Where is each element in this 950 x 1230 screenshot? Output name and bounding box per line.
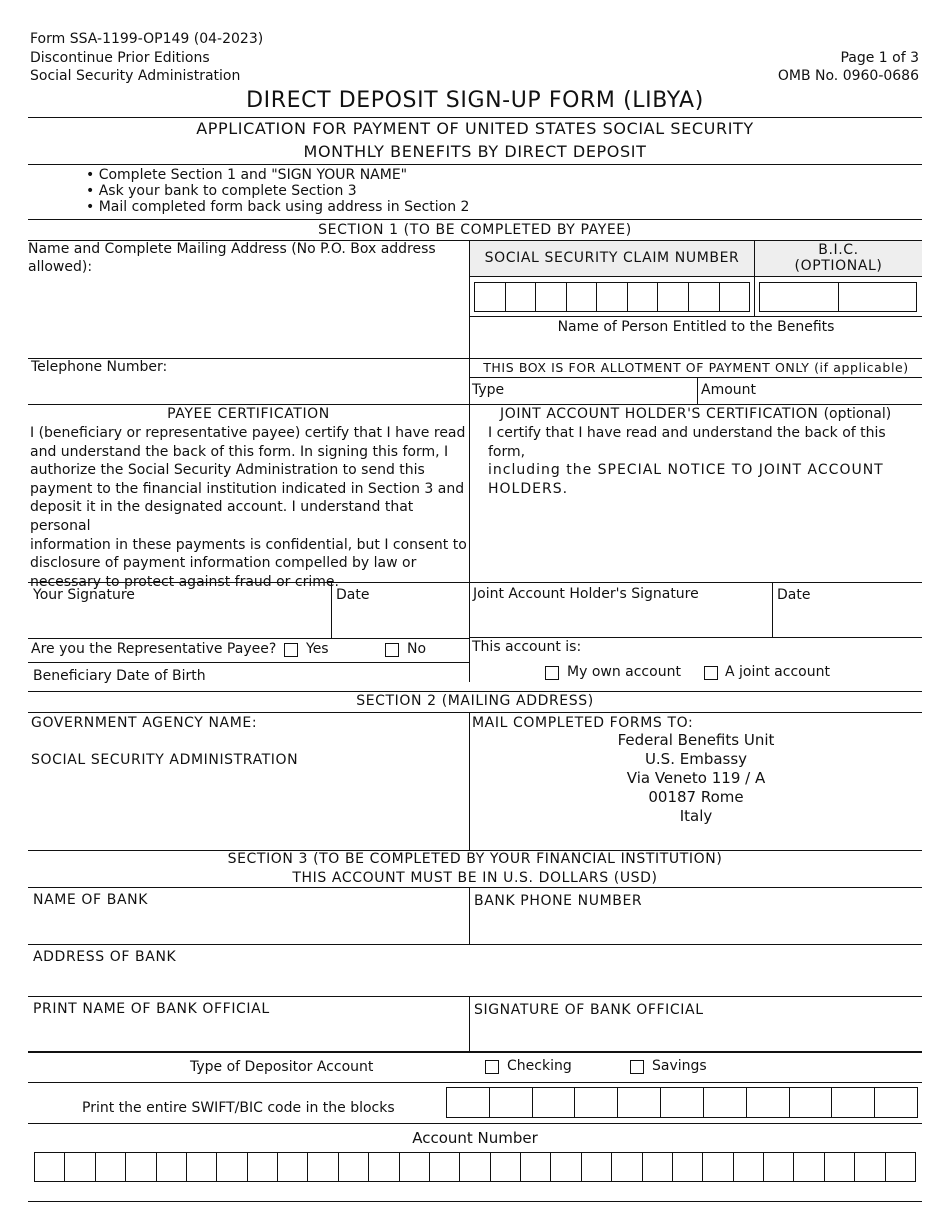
- yes-label: Yes: [306, 641, 329, 657]
- divider: [28, 887, 922, 888]
- your-signature-field[interactable]: [30, 606, 328, 636]
- telephone-label: Telephone Number:: [31, 359, 168, 375]
- joint-cert-line: HOLDERS.: [488, 480, 569, 497]
- section1-heading: SECTION 1 (TO BE COMPLETED BY PAYEE): [318, 222, 632, 238]
- name-address-label-cont: allowed):: [28, 259, 93, 275]
- telephone-field[interactable]: [160, 360, 465, 400]
- agency-name: Social Security Administration: [30, 68, 241, 84]
- savings-checkbox[interactable]: [630, 1060, 644, 1074]
- page-number: Page 1 of 3: [840, 50, 919, 66]
- own-account-label: My own account: [567, 664, 681, 680]
- bank-phone-label: BANK PHONE NUMBER: [474, 893, 643, 909]
- page-title: DIRECT DEPOSIT SIGN-UP FORM (LIBYA): [246, 88, 704, 113]
- rep-payee-yes-checkbox[interactable]: [284, 643, 298, 657]
- section2-heading: SECTION 2 (MAILING ADDRESS): [356, 693, 594, 709]
- account-number-label: Account Number: [412, 1129, 538, 1147]
- gov-agency-value: SOCIAL SECURITY ADMINISTRATION: [31, 752, 299, 768]
- rep-payee-question: Are you the Representative Payee?: [31, 641, 277, 657]
- divider: [28, 712, 922, 713]
- signature-official-label: SIGNATURE OF BANK OFFICIAL: [474, 1002, 704, 1018]
- your-signature-label: Your Signature: [33, 587, 135, 603]
- joint-signature-label: Joint Account Holder's Signature: [473, 586, 699, 602]
- divider: [28, 944, 922, 945]
- instruction-item: • Mail completed form back using address in Section 2: [86, 199, 470, 215]
- column-divider: [469, 996, 470, 1052]
- mailing-address: [470, 731, 922, 826]
- date-label: Date: [336, 587, 370, 603]
- column-divider: [772, 582, 773, 637]
- own-account-checkbox[interactable]: [545, 666, 559, 680]
- joint-cert-heading: [500, 406, 891, 423]
- payee-cert-heading: PAYEE CERTIFICATION: [167, 406, 330, 422]
- address-line: Italy: [679, 807, 713, 825]
- discontinue-note: Discontinue Prior Editions: [30, 50, 210, 66]
- joint-cert-line: including the SPECIAL NOTICE TO JOINT ACCOUNT: [488, 462, 884, 479]
- checking-label: Checking: [507, 1058, 572, 1074]
- bic-blocks[interactable]: [759, 282, 917, 312]
- divider: [28, 1082, 922, 1083]
- joint-date-label: Date: [777, 587, 811, 603]
- address-line: Federal Benefits Unit: [617, 731, 775, 749]
- signature-official-field[interactable]: [472, 1018, 920, 1050]
- swift-bic-blocks[interactable]: [446, 1087, 918, 1118]
- bic-label: B.I.C.: [818, 242, 859, 258]
- joint-cert-line: I certify that I have read and understand the back of this form,: [488, 425, 886, 460]
- payee-cert-line: payment to the financial institution indicated in Section 3 and: [30, 480, 465, 497]
- divider: [28, 1051, 922, 1053]
- divider: [28, 219, 922, 220]
- payee-cert-line: necessary to protect against fraud or crime.: [30, 573, 339, 590]
- mail-to-label: MAIL COMPLETED FORMS TO:: [472, 715, 694, 731]
- amount-field[interactable]: [760, 379, 920, 403]
- allotment-label: THIS BOX IS FOR ALLOTMENT OF PAYMENT ONLY (if applicable): [483, 360, 909, 375]
- type-label: Type: [472, 382, 505, 398]
- swift-label: Print the entire SWIFT/BIC code in the blocks: [82, 1100, 395, 1116]
- payee-cert-text: [30, 424, 468, 591]
- savings-label: Savings: [652, 1058, 707, 1074]
- depositor-type-label: Type of Depositor Account: [190, 1059, 374, 1075]
- column-divider: [469, 887, 470, 944]
- payee-cert-line: disclosure of payment information compelled by law or: [30, 555, 417, 572]
- joint-cert-title: JOINT ACCOUNT HOLDER'S CERTIFICATION: [500, 406, 819, 422]
- instruction-item: • Ask your bank to complete Section 3: [86, 183, 357, 199]
- address-line: U.S. Embassy: [644, 750, 748, 768]
- gov-agency-label: GOVERNMENT AGENCY NAME:: [31, 715, 258, 731]
- joint-cert-text: [488, 424, 918, 498]
- divider: [28, 117, 922, 118]
- amount-label: Amount: [701, 382, 757, 398]
- rep-payee-no-checkbox[interactable]: [385, 643, 399, 657]
- no-label: No: [407, 641, 427, 657]
- instruction-item: • Complete Section 1 and "SIGN YOUR NAME": [86, 167, 408, 183]
- date-field[interactable]: [334, 606, 466, 636]
- ssn-claim-label: SOCIAL SECURITY CLAIM NUMBER: [484, 250, 740, 266]
- divider: [28, 1123, 922, 1124]
- subtitle-line1: APPLICATION FOR PAYMENT OF UNITED STATES SOCIAL SECURITY: [196, 119, 754, 138]
- divider: [28, 996, 922, 997]
- divider: [470, 377, 922, 378]
- joint-account-label: A joint account: [725, 664, 830, 680]
- bank-phone-field[interactable]: [472, 910, 920, 942]
- joint-cert-optional: (optional): [823, 406, 892, 422]
- account-number-blocks[interactable]: [34, 1152, 916, 1182]
- divider: [28, 582, 922, 583]
- divider: [470, 276, 922, 277]
- section3-usd-note: THIS ACCOUNT MUST BE IN U.S. DOLLARS (USD): [292, 870, 658, 886]
- bic-optional-label: (OPTIONAL): [794, 258, 883, 274]
- column-divider: [697, 377, 698, 404]
- bank-address-field[interactable]: [30, 966, 920, 994]
- payee-cert-line: and understand the back of this form. In signing this form, I: [30, 443, 449, 460]
- divider: [28, 404, 922, 405]
- payee-cert-line: information in these payments is confidential, but I consent to: [30, 536, 467, 553]
- divider: [470, 637, 922, 638]
- divider: [470, 316, 922, 317]
- form-id: Form SSA-1199-OP149 (04-2023): [30, 31, 264, 47]
- omb-number: OMB No. 0960-0686: [777, 68, 919, 84]
- address-line: Via Veneto 119 / A: [626, 769, 766, 787]
- name-address-label: Name and Complete Mailing Address (No P.O. Box address: [28, 241, 436, 257]
- address-line: 00187 Rome: [648, 788, 744, 806]
- divider: [28, 164, 922, 165]
- subtitle-line2: MONTHLY BENEFITS BY DIRECT DEPOSIT: [303, 142, 647, 161]
- divider: [28, 1201, 922, 1202]
- divider: [28, 638, 469, 639]
- bank-name-field[interactable]: [30, 910, 466, 942]
- section3-heading: SECTION 3 (TO BE COMPLETED BY YOUR FINANCIAL INSTITUTION): [227, 851, 723, 867]
- account-is-label: This account is:: [472, 639, 582, 655]
- dob-field[interactable]: [210, 664, 466, 688]
- payee-cert-line: authorize the Social Security Administration to send this: [30, 462, 425, 479]
- ssn-claim-blocks[interactable]: [474, 282, 750, 312]
- print-official-field[interactable]: [30, 1018, 466, 1050]
- joint-date-field[interactable]: [776, 606, 920, 636]
- column-divider: [331, 582, 332, 638]
- joint-account-checkbox[interactable]: [704, 666, 718, 680]
- payee-cert-line: deposit it in the designated account. I understand that personal: [30, 499, 414, 534]
- print-official-label: PRINT NAME OF BANK OFFICIAL: [33, 1001, 270, 1017]
- payee-cert-line: I (beneficiary or representative payee) certify that I have read: [30, 425, 466, 441]
- divider: [28, 691, 922, 692]
- dob-label: Beneficiary Date of Birth: [33, 668, 206, 684]
- bank-name-label: NAME OF BANK: [33, 892, 148, 908]
- checking-checkbox[interactable]: [485, 1060, 499, 1074]
- entitled-person-label: Name of Person Entitled to the Benefits: [557, 319, 835, 335]
- bank-address-label: ADDRESS OF BANK: [33, 949, 177, 965]
- name-address-field[interactable]: [28, 278, 466, 356]
- column-divider: [469, 240, 470, 682]
- divider: [28, 662, 469, 663]
- type-field[interactable]: [510, 379, 695, 403]
- joint-signature-field[interactable]: [472, 606, 769, 636]
